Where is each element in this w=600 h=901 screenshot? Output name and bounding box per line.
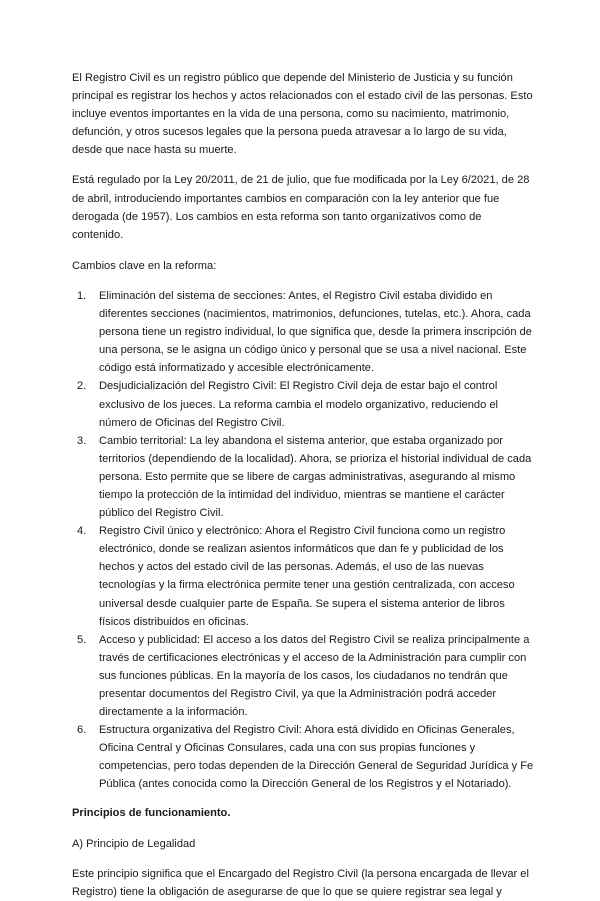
list-item-number: 3. (77, 434, 87, 447)
list-item (77, 631, 534, 721)
list-item (77, 522, 534, 631)
principle-a-title: A) Principio de Legalidad (72, 837, 196, 850)
list-item-number: 5. (77, 633, 87, 646)
principles-heading: Principios de funcionamiento. (72, 806, 231, 819)
list-item (77, 721, 534, 793)
list-item-number: 6. (77, 724, 87, 737)
list-item-number: 1. (77, 289, 87, 302)
intro-paragraph: El Registro Civil es un registro público que depende del Ministerio de Justicia y su función principal es registrar los hechos y actos relacionados con el estado civil de las personas. Esto incluye eventos importantes en la vida de una persona, como su nacimiento, matrimonio, defunción, y otros sucesos legales que la persona pueda atravesar a lo largo de su vida, desde que nace hasta su muerte. (72, 72, 533, 157)
list-item-text: Acceso y publicidad: El acceso a los datos del Registro Civil se realiza principalmente a través de certificaciones electrónicas y el acceso de la Administración para cumplir con sus funciones públicas. En la mayoría de los casos, los ciudadanos no tendrán que presentar documentos del Registro Civil, ya que la Administración podrá acceder directamente a la información. (99, 633, 530, 719)
document-page (72, 69, 534, 901)
list-item (77, 377, 534, 431)
list-item-number: 2. (77, 380, 87, 393)
changes-title: Cambios clave en la reforma: (72, 259, 217, 272)
changes-list (72, 287, 534, 794)
list-item-text: Desjudicialización del Registro Civil: El Registro Civil deja de estar bajo el control exclusivo de los jueces. La reforma cambia el modelo organizativo, reduciendo el número de Oficinas del Registro Civil. (99, 380, 498, 429)
list-item-text: Cambio territorial: La ley abandona el sistema anterior, que estaba organizado por territorios (dependiendo de la localidad). Ahora, se prioriza el historial individual de cada persona. Esto permite que se libere de cargas administrativas, asegurando al mismo tiempo la protección de la intimidad del individuo, mientras se mantiene el carácter público del Registro Civil. (99, 434, 532, 520)
list-item-text: Estructura organizativa del Registro Civil: Ahora está dividido en Oficinas Generales, Oficina Central y Oficinas Consulares, cada una con sus propias funciones y competencias, pero todas dependen de la Dirección General de Seguridad Jurídica y Fe Pública (antes conocida como la Dirección General de los Registros y el Notariado). (99, 724, 534, 791)
list-item (77, 432, 534, 522)
list-item-text: Eliminación del sistema de secciones: Antes, el Registro Civil estaba dividido en diferentes secciones (nacimientos, matrimonios, defunciones, tutelas, etc.). Ahora, cada persona tiene un registro individual, lo que significa que, desde la primera inscripción de una persona, se le asigna un código único y personal que se usa a nivel nacional. Este código está informatizado y accesible electrónicamente. (99, 289, 532, 375)
list-item-text: Registro Civil único y electrónico: Ahora el Registro Civil funciona como un registro electrónico, donde se realizan asientos informáticos que dan fe y publicidad de los hechos y actos del estado civil de las personas. Además, el uso de las nuevas tecnologías y la firma electrónica permite tener una gestión centralizada, con acceso universal desde cualquier parte de España. Se supera el sistema anterior de libros físicos distribuidos en oficinas. (99, 525, 515, 628)
list-item (77, 287, 534, 377)
list-item-number: 4. (77, 525, 87, 538)
principle-a-text: Este principio significa que el Encargado del Registro Civil (la persona encargada de llevar el Registro) tiene la obligación de asegurarse de que lo que se quiere registrar sea legal y (72, 867, 529, 898)
regulation-paragraph: Está regulado por la Ley 20/2011, de 21 de julio, que fue modificada por la Ley 6/2021, de 28 de abril, introduciendo importantes cambios en comparación con la ley anterior que fue derogada (de 1957). Los cambios en esta reforma son tanto organizativos como de contenido. (72, 174, 530, 241)
